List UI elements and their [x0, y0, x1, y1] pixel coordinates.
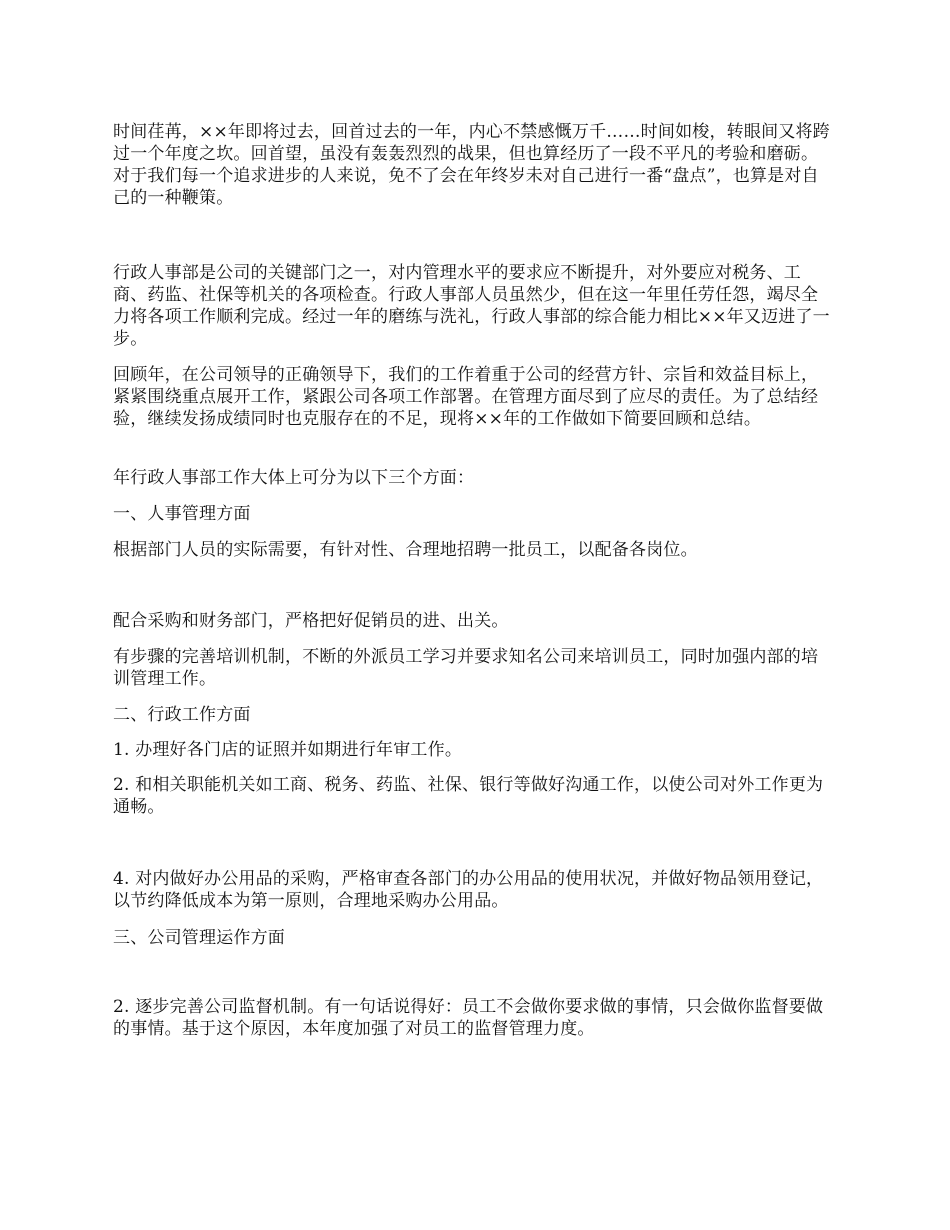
list-item-communication: 2. 和相关职能机关如工商、税务、药监、社保、银行等做好沟通工作，以使公司对外工作更为通畅。: [113, 775, 824, 817]
heading-administrative-work: 二、行政工作方面: [113, 705, 251, 725]
paragraph-intro: 时间荏苒，××年即将过去，回首过去的一年，内心不禁感慨万千……时间如梭，转眼间又将跨过一个年度之坎。回首望，虽没有轰轰烈烈的战果，但也算经历了一段不平凡的考验和磨砺。对于我们每一个追求进步的人来说，免不了会在年终岁未对自己进行一番“盘点”，也算是对自己的一种鞭策。: [113, 122, 830, 208]
paragraph-recruitment: 根据部门人员的实际需要，有针对性、合理地招聘一批员工，以配备各岗位。: [113, 540, 698, 560]
paragraph-department-overview: 行政人事部是公司的关键部门之一，对内管理水平的要求应不断提升，对外要应对税务、工商、药监、社保等机关的各项检查。行政人事部人员虽然少，但在这一年里任劳任怨，竭尽全力将各项工作顺利完成。经过一年的磨练与洗礼，行政人事部的综合能力相比××年又迈进了一步。: [113, 263, 830, 349]
list-item-office-supplies: 4. 对内做好办公用品的采购，严格审查各部门的办公用品的使用状况，并做好物品领用登记，以节约降低成本为第一原则，合理地采购办公用品。: [113, 869, 824, 911]
paragraph-promoters: 配合采购和财务部门，严格把好促销员的进、出关。: [113, 611, 509, 631]
heading-company-management: 三、公司管理运作方面: [113, 928, 285, 948]
paragraph-review: 回顾年，在公司领导的正确领导下，我们的工作着重于公司的经营方针、宗旨和效益目标上，紧紧围绕重点展开工作，紧跟公司各项工作部署。在管理方面尽到了应尽的责任。为了总结经验，继续发扬成绩同时也克服存在的不足，现将××年的工作做如下简要回顾和总结。: [113, 365, 819, 429]
paragraph-training: 有步骤的完善培训机制，不断的外派员工学习并要求知名公司来培训员工，同时加强内部的培训管理工作。: [113, 647, 819, 689]
paragraph-three-aspects: 年行政人事部工作大体上可分为以下三个方面：: [113, 468, 475, 488]
heading-hr-management: 一、人事管理方面: [113, 504, 251, 524]
list-item-supervision: 2. 逐步完善公司监督机制。有一句话说得好：员工不会做你要求做的事情，只会做你监督要做的事情。基于这个原因，本年度加强了对员工的监督管理力度。: [113, 997, 824, 1039]
list-item-licenses: 1. 办理好各门店的证照并如期进行年审工作。: [113, 740, 463, 760]
